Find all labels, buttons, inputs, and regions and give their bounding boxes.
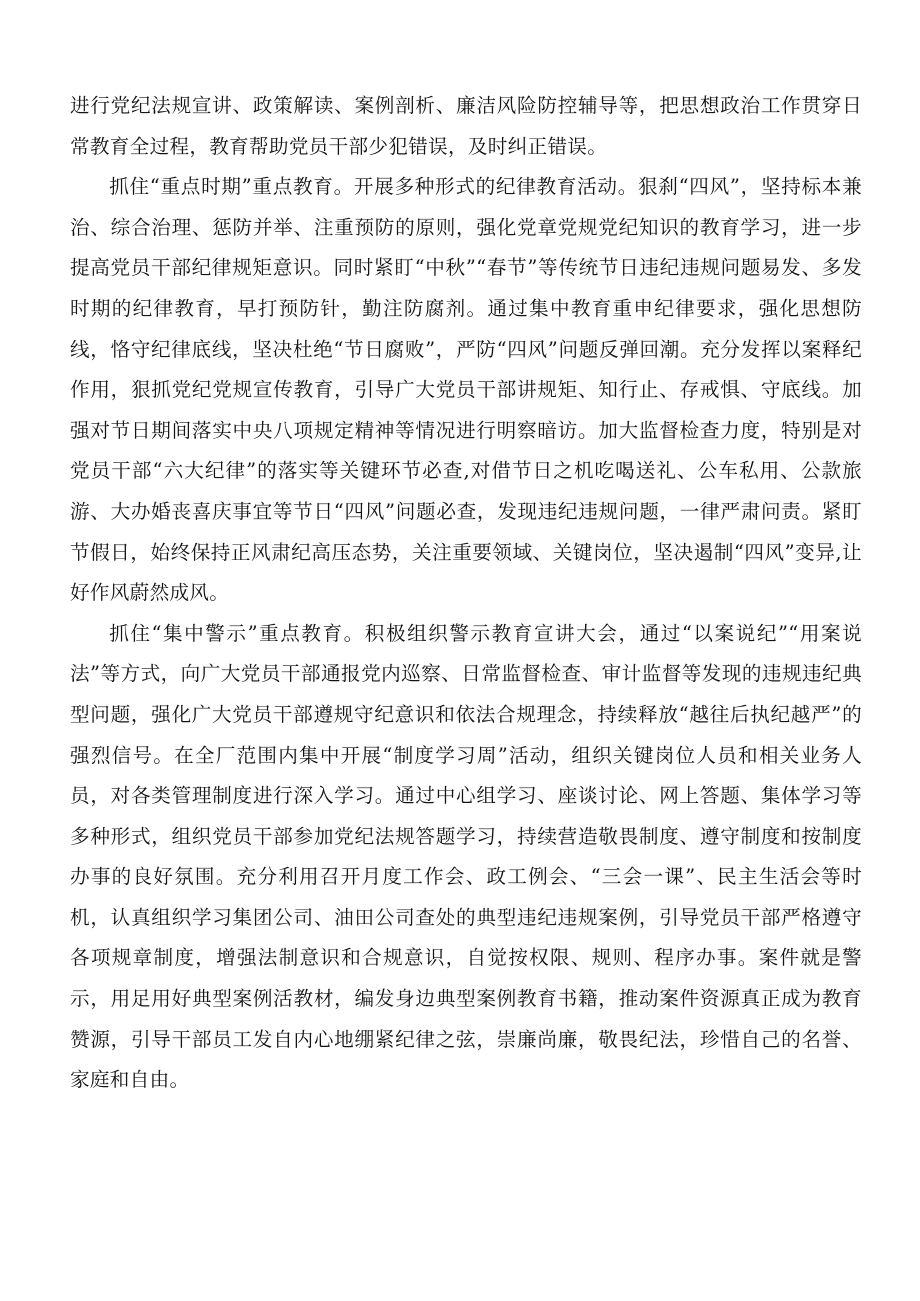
paragraph-warning-education: 抓住“集中警示”重点教育。积极组织警示教育宣讲大会，通过“以案说纪”“用案说法”等方式，向广大党员干部通报党内巡察、日常监督检查、审计监督等发现的违规违纪典型问题，强化广大党员干部遵规守纪意识和依法合规理念，持续释放“越往后执纪越严”的强烈信号。在全厂范围内集中开展“制度学习周”活动，组织关键岗位人员和相关业务人员，对各类管理制度进行深入学习。通过中心组学习、座谈讨论、网上答题、集体学习等多种形式，组织党员干部参加党纪法规答题学习，持续营造敬畏制度、遵守制度和按制度办事的良好氛围。充分利用召开月度工作会、政工例会、“三会一课”、民主生活会等时机，认真组织学习集团公司、油田公司查处的典型违纪违规案例，引导党员干部严格遵守各项规章制度，增强法制意识和合规意识，自觉按权限、规则、程序办事。案件就是警示，用足用好典型案例活教材，编发身边典型案例教育书籍，推动案件资源真正成为教育赞源，引导干部员工发自内心地绷紧纪律之弦，崇廉尚廉，敬畏纪法，珍惜自己的名誉、家庭和自由。 xyxy=(70,621,862,1092)
paragraph-key-period-education: 抓住“重点时期”重点教育。开展多种形式的纪律教育活动。狠刹“四风”，坚持标本兼治、综合治理、惩防并举、注重预防的原则，强化党章党规党纪知识的教育学习，进一步提高党员干部纪律规矩意识。同时紧盯“中秋”“春节”等传统节日违纪违规问题易发、多发时期的纪律教育，早打预防针，勤注防腐剂。通过集中教育重申纪律要求，强化思想防线，恪守纪律底线，坚决杜绝“节日腐败”，严防“四风”问题反弹回潮。充分发挥以案释纪作用，狠抓党纪党规宣传教育，引导广大党员干部讲规矩、知行止、存戒惧、守底线。加强对节日期间落实中央八项规定精神等情况进行明察暗访。加大监督检查力度，特别是对党员干部“六大纪律”的落实等关键环节必查,对借节日之机吃喝送礼、公车私用、公款旅游、大办婚丧喜庆事宜等节日“四风”问题必查，发现违纪违规问题，一律严肃问责。紧盯节假日，始终保持正风肃纪高压态势，关注重要领域、关键岗位，坚决遏制“四风”变异,让好作风蔚然成风。 xyxy=(70,175,862,605)
paragraph-continuation: 进行党纪法规宣讲、政策解读、案例剖析、廉洁风险防控辅导等，把思想政治工作贯穿日常教育全过程，教育帮助党员干部少犯错误，及时纠正错误。 xyxy=(70,94,862,158)
document-body xyxy=(70,86,862,1101)
